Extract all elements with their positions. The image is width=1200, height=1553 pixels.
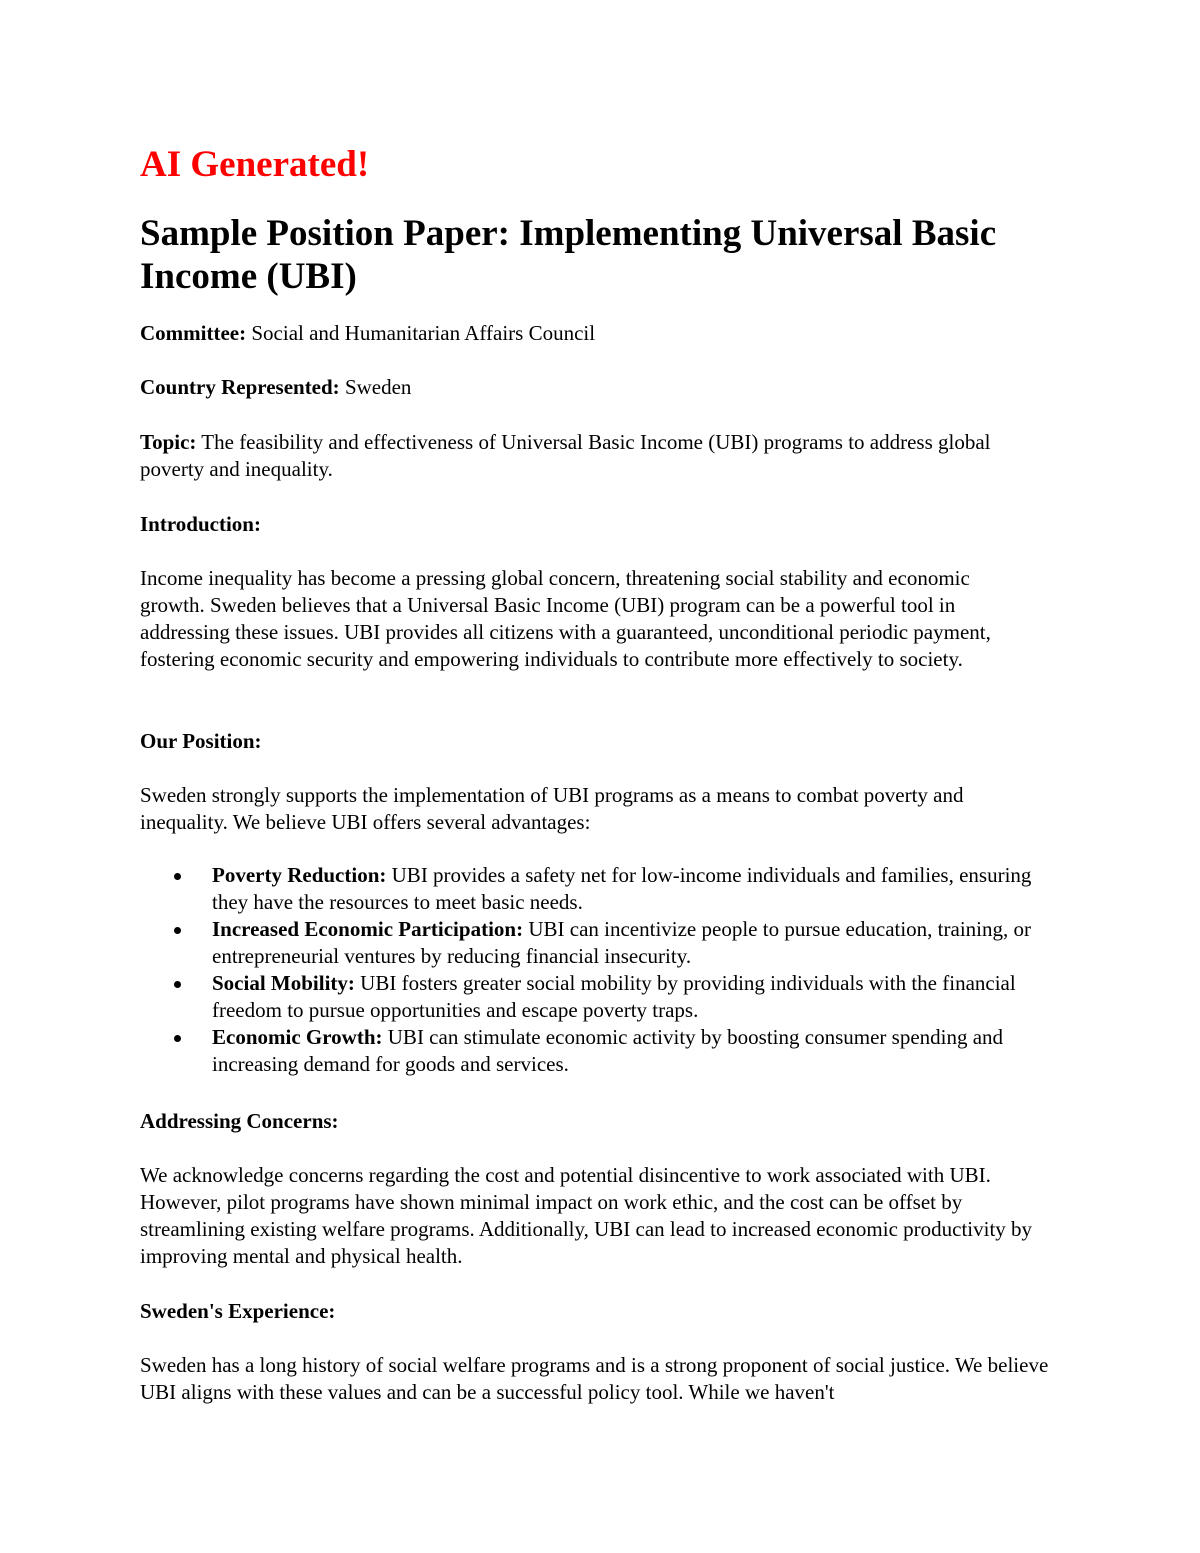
concerns-heading: Addressing Concerns: — [140, 1109, 339, 1133]
bullet-icon — [174, 873, 181, 880]
advantages-list — [140, 862, 1065, 1078]
page-title: Sample Position Paper: Implementing Universal Basic Income (UBI) — [140, 213, 997, 297]
experience-heading: Sweden's Experience: — [140, 1299, 336, 1323]
position-paragraph: Sweden strongly supports the implementation of UBI programs as a means to combat poverty and inequality. We believe UBI offers several advantages: — [140, 783, 964, 834]
committee-label: Committee: — [140, 321, 247, 345]
topic-field — [140, 429, 1040, 483]
bullet-text: UBI can stimulate economic activity by boosting consumer spending and increasing demand for goods and services. — [212, 1025, 1004, 1076]
bullet-label: Poverty Reduction: — [212, 863, 387, 887]
committee-value: Social and Humanitarian Affairs Council — [246, 321, 596, 345]
list-item — [140, 1024, 1065, 1078]
topic-value: The feasibility and effectiveness of Universal Basic Income (UBI) programs to address global poverty and inequality. — [140, 430, 991, 481]
list-item — [140, 970, 1065, 1024]
country-label: Country Represented: — [140, 375, 340, 399]
position-heading: Our Position: — [140, 729, 262, 753]
experience-paragraph: Sweden has a long history of social welfare programs and is a strong proponent of social justice. We believe UBI aligns with these values and can be a successful policy tool. While we haven't — [140, 1353, 1049, 1404]
concerns-paragraph: We acknowledge concerns regarding the cost and potential disincentive to work associated with UBI. However, pilot programs have shown minimal impact on work ethic, and the cost can be offset by streamlining existing welfare programs. Additionally, UBI can lead to increased economic productivity by improving mental and physical health. — [140, 1163, 1033, 1268]
bullet-text: UBI provides a safety net for low-income individuals and families, ensuring they have the resources to meet basic needs. — [212, 863, 1032, 914]
bullet-label: Increased Economic Participation: — [212, 917, 524, 941]
ai-generated-banner: AI Generated! — [140, 144, 370, 185]
list-item — [140, 916, 1065, 970]
introduction-paragraph: Income inequality has become a pressing global concern, threatening social stability and economic growth. Sweden believes that a Universal Basic Income (UBI) program can be a powerful tool in addressing these issues. UBI provides all citizens with a guaranteed, unconditional periodic payment, fostering economic security and empowering individuals to contribute more effectively to society. — [140, 566, 991, 671]
list-item — [140, 862, 1065, 916]
introduction-heading: Introduction: — [140, 512, 261, 536]
bullet-icon — [174, 927, 181, 934]
bullet-text: UBI can incentivize people to pursue education, training, or entrepreneurial ventures by reducing financial insecurity. — [212, 917, 1031, 968]
bullet-label: Social Mobility: — [212, 971, 355, 995]
topic-label: Topic: — [140, 430, 197, 454]
bullet-label: Economic Growth: — [212, 1025, 383, 1049]
bullet-text: UBI fosters greater social mobility by providing individuals with the financial freedom to pursue opportunities and escape poverty traps. — [212, 971, 1016, 1022]
country-field — [140, 374, 1060, 401]
committee-field — [140, 320, 1060, 347]
bullet-icon — [174, 981, 181, 988]
country-value: Sweden — [339, 375, 412, 399]
bullet-icon — [174, 1035, 181, 1042]
